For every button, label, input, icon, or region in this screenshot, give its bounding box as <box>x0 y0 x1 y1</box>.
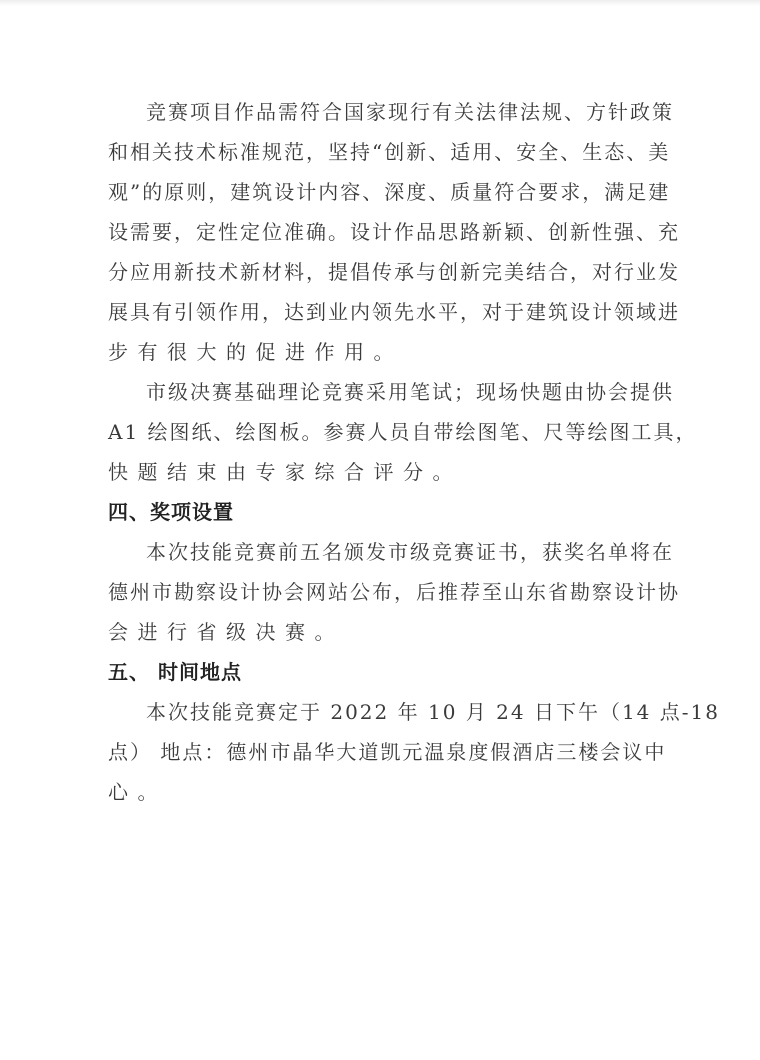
text-line: 分应用新技术新材料，提倡传承与创新完美结合，对行业发 <box>108 260 680 284</box>
text-line: 步有很大的促进作用。 <box>108 340 403 364</box>
text-line: 和相关技术标准规范，坚持“创新、适用、安全、生态、美 <box>108 140 671 164</box>
text-line: 会进行省级决赛。 <box>108 620 344 644</box>
text-line: 观”的原则，建筑设计内容、深度、质量符合要求，满足建 <box>108 180 671 204</box>
text-line: 德州市勘察设计协会网站公布，后推荐至山东省勘察设计协 <box>108 580 680 604</box>
scan-edge <box>0 0 760 6</box>
text-line: 本次技能竞赛前五名颁发市级竞赛证书，获奖名单将在 <box>146 540 674 564</box>
text-line: 快题结束由专家综合评分。 <box>108 460 462 484</box>
paragraph-awards <box>108 532 680 652</box>
text-line: 竞赛项目作品需符合国家现行有关法律法规、方针政策 <box>146 100 674 124</box>
text-line: 心。 <box>108 780 167 804</box>
section-heading-awards: 四、奖项设置 <box>108 500 234 524</box>
text-line: 展具有引领作用，达到业内领先水平，对于建筑设计领域进 <box>108 300 680 324</box>
text-line: 点） 地点：德州市晶华大道凯元温泉度假酒店三楼会议中 <box>108 740 667 764</box>
text-line: 本次技能竞赛定于 2022 年 10 月 24 日下午（14 点-18 <box>146 700 720 724</box>
section-heading-time-place: 五、 时间地点 <box>108 660 242 684</box>
paragraph-requirements <box>108 92 680 372</box>
text-line: 设需要，定性定位准确。设计作品思路新颖、创新性强、充 <box>108 220 680 244</box>
text-line: A1 绘图纸、绘图板。参赛人员自带绘图笔、尺等绘图工具， <box>108 420 698 444</box>
text-line: 市级决赛基础理论竞赛采用笔试；现场快题由协会提供 <box>146 380 674 404</box>
paragraph-exam-format <box>108 372 698 492</box>
document-body <box>108 92 720 812</box>
paragraph-time-place <box>108 692 720 812</box>
